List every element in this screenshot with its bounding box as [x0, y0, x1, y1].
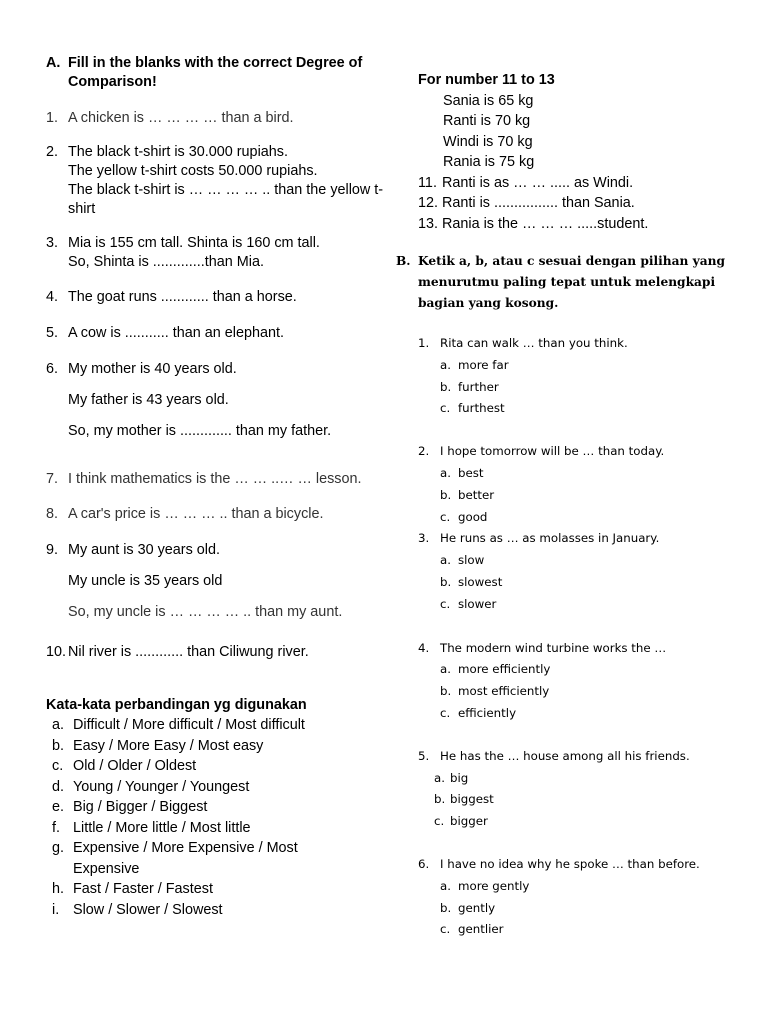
weight-line: Ranti is 70 kg: [443, 113, 531, 129]
question-text: The modern wind turbine works the …: [440, 640, 667, 655]
question-text: I have no idea why he spoke … than before.: [440, 856, 700, 871]
question-number: 13.: [418, 215, 439, 232]
vocab-heading: Kata-kata perbandingan yg digunakan: [46, 697, 307, 713]
question-3: [46, 234, 391, 272]
vocab-text: Big / Bigger / Biggest: [73, 799, 208, 815]
option-text: gentlier: [458, 922, 504, 937]
option-text: biggest: [450, 792, 494, 807]
question-number: 1.: [46, 110, 59, 126]
question-number: 8.: [46, 506, 59, 522]
question-line: Mia is 155 cm tall. Shinta is 160 cm tall.: [68, 235, 320, 251]
question-number: 3.: [46, 235, 59, 251]
option-letter: c.: [440, 705, 451, 720]
question-number: 5.: [418, 748, 430, 763]
vocab-letter: c.: [52, 758, 64, 774]
vocab-letter: d.: [52, 778, 65, 795]
vocab-item: [46, 900, 391, 921]
question-5: [46, 324, 391, 343]
mcq-option: [396, 768, 746, 790]
mcq-option: [396, 919, 746, 941]
question-text: He runs as … as molasses in January.: [440, 531, 660, 546]
section-b-text: Ketik a, b, atau c sesuai dengan pilihan yang menurutmu paling tepat untuk melengkapi bagian yang kosong.: [418, 254, 726, 310]
question-4: [46, 288, 391, 307]
vocab-item: [46, 838, 323, 879]
section-a-title: Fill in the blanks with the correct Degree of Comparison!: [68, 55, 363, 90]
question-number: 2.: [418, 444, 430, 459]
vocab-letter: g.: [52, 840, 65, 856]
question-11: [396, 173, 746, 194]
mcq-option: [396, 703, 746, 725]
option-letter: b.: [440, 574, 452, 589]
mcq-option: [396, 876, 746, 898]
question-7: [46, 470, 391, 489]
question-line: So, my mother is ............. than my father.: [68, 423, 332, 439]
mcq-question-6: [396, 854, 746, 876]
question-line: The black t-shirt is 30.000 rupiahs.: [68, 144, 288, 160]
right-column: [396, 70, 746, 941]
mcq-option: [396, 789, 746, 811]
vocab-item: [46, 818, 391, 839]
option-letter: c.: [440, 401, 451, 416]
question-text: Ranti is ................ than Sania.: [442, 195, 635, 211]
left-column: [46, 54, 391, 920]
section-b-instruction: [396, 251, 746, 314]
mcq-option: [396, 398, 746, 420]
question-line: A car's price is … … … .. than a bicycle.: [68, 506, 324, 522]
option-text: better: [458, 487, 495, 502]
mcq-option: [396, 507, 746, 529]
vocab-text: Expensive / More Expensive / Most Expensive: [73, 840, 298, 877]
option-letter: b.: [440, 487, 452, 502]
section-b-questions: [396, 333, 746, 941]
question-12: [396, 193, 746, 214]
vocab-letter: h.: [52, 881, 65, 897]
option-text: more efficiently: [458, 662, 551, 677]
question-text: I hope tomorrow will be … than today.: [440, 444, 665, 459]
question-text: Ranti is as … … ..... as Windi.: [442, 174, 634, 191]
vocab-item: [46, 736, 391, 757]
question-number: 3.: [418, 531, 430, 546]
mcq-option: [396, 355, 746, 377]
option-letter: c.: [440, 596, 451, 611]
question-number: 1.: [418, 336, 430, 350]
option-letter: b.: [440, 684, 452, 699]
option-text: furthest: [458, 401, 505, 416]
option-text: big: [450, 770, 469, 785]
option-letter: c.: [440, 509, 451, 524]
vocab-text: Little / More little / Most little: [73, 819, 251, 836]
vocab-letter: e.: [52, 799, 65, 815]
vocab-list: [46, 715, 391, 920]
question-number: 6.: [46, 361, 59, 377]
option-letter: a.: [440, 662, 451, 677]
question-1: [46, 109, 391, 128]
option-letter: c.: [434, 814, 445, 829]
option-letter: a.: [434, 770, 445, 785]
option-text: further: [458, 379, 499, 394]
question-line: My aunt is 30 years old.: [68, 542, 220, 558]
question-number: 9.: [46, 542, 59, 558]
question-line: I think mathematics is the … … ..… … lesson.: [68, 471, 362, 487]
question-line: A cow is ........... than an elephant.: [68, 325, 284, 341]
question-number: 7.: [46, 471, 59, 487]
numbers-11-13-block: [396, 70, 746, 234]
option-text: most efficiently: [458, 684, 550, 699]
question-8: [46, 505, 391, 524]
vocab-text: Easy / More Easy / Most easy: [73, 737, 264, 754]
weight-line: Sania is 65 kg: [443, 92, 534, 109]
vocab-text: Young / Younger / Youngest: [73, 778, 250, 795]
option-text: efficiently: [458, 705, 517, 720]
question-line: My father is 43 years old.: [68, 392, 229, 408]
vocab-letter: b.: [52, 737, 65, 754]
question-line: Nil river is ............ than Ciliwung river.: [68, 644, 309, 660]
mcq-option: [396, 594, 746, 616]
question-text: Rania is the … … … .....student.: [442, 215, 649, 232]
question-number: 2.: [46, 144, 59, 160]
question-2: [46, 143, 391, 219]
option-letter: b.: [440, 900, 452, 915]
option-letter: c.: [440, 922, 451, 937]
option-text: good: [458, 509, 488, 524]
numbers-11-13-title: For number 11 to 13: [418, 72, 555, 88]
weight-line: Rania is 75 kg: [443, 154, 535, 170]
option-text: best: [458, 465, 484, 480]
mcq-option: [396, 811, 746, 833]
question-line: The yellow t-shirt costs 50.000 rupiahs.: [68, 163, 318, 179]
mcq-option: [396, 659, 746, 681]
question-6: [46, 360, 391, 441]
mcq-option: [396, 485, 746, 507]
question-number: 6.: [418, 856, 430, 871]
vocab-letter: i.: [52, 901, 60, 918]
option-letter: b.: [434, 792, 446, 807]
vocab-item: [46, 879, 391, 900]
mcq-question-3: [396, 528, 746, 550]
question-line: So, my uncle is … … … … .. than my aunt.: [68, 604, 343, 620]
option-letter: a.: [440, 465, 451, 480]
question-number: 11.: [418, 174, 437, 191]
question-number: 4.: [46, 289, 59, 305]
question-line: My uncle is 35 years old: [68, 573, 223, 589]
option-letter: a.: [440, 878, 451, 893]
question-line: The goat runs ............ than a horse.: [68, 289, 297, 305]
mcq-option: [396, 463, 746, 485]
option-text: slow: [458, 553, 485, 568]
option-letter: a.: [440, 553, 451, 568]
section-b-mark: B.: [396, 254, 411, 268]
option-text: more gently: [458, 878, 530, 893]
option-text: gently: [458, 900, 496, 915]
vocab-item: [46, 756, 391, 777]
question-line: My mother is 40 years old.: [68, 361, 237, 377]
mcq-option: [396, 377, 746, 399]
question-line: The black t-shirt is … … … … .. than the yellow t-shirt: [68, 182, 384, 217]
question-10: [46, 643, 391, 662]
mcq-question-5: [396, 746, 746, 768]
vocab-text: Old / Older / Oldest: [73, 758, 197, 774]
option-text: slower: [458, 596, 497, 611]
question-13: [396, 214, 746, 235]
vocab-text: Slow / Slower / Slowest: [73, 901, 223, 918]
question-line: A chicken is … … … … than a bird.: [68, 110, 294, 126]
question-number: 12.: [418, 195, 439, 211]
mcq-option: [396, 681, 746, 703]
option-letter: a.: [440, 357, 451, 372]
question-number: 5.: [46, 325, 59, 341]
option-text: slowest: [458, 574, 503, 589]
vocab-item: [46, 777, 391, 798]
question-line: So, Shinta is .............than Mia.: [68, 254, 264, 270]
section-a-heading: [46, 54, 391, 92]
section-a-mark: A.: [46, 55, 61, 71]
vocab-text: Fast / Faster / Fastest: [73, 881, 213, 897]
option-text: more far: [458, 357, 509, 372]
vocab-item: [46, 715, 391, 736]
vocab-letter: f.: [52, 819, 60, 836]
mcq-option: [396, 898, 746, 920]
question-number: 10.: [46, 644, 67, 660]
vocab-item: [46, 797, 391, 818]
option-text: bigger: [450, 814, 488, 829]
option-letter: b.: [440, 379, 452, 394]
mcq-option: [396, 572, 746, 594]
question-text: He has the … house among all his friends.: [440, 748, 690, 763]
weight-line: Windi is 70 kg: [443, 133, 533, 150]
mcq-question-1: [396, 333, 746, 355]
mcq-option: [396, 550, 746, 572]
question-number: 4.: [418, 640, 430, 655]
mcq-question-4: [396, 638, 746, 660]
vocab-text: Difficult / More difficult / Most difficult: [73, 717, 305, 733]
mcq-question-2: [396, 441, 746, 463]
question-text: Rita can walk … than you think.: [440, 336, 628, 350]
vocab-letter: a.: [52, 717, 65, 733]
question-9: [46, 541, 391, 622]
